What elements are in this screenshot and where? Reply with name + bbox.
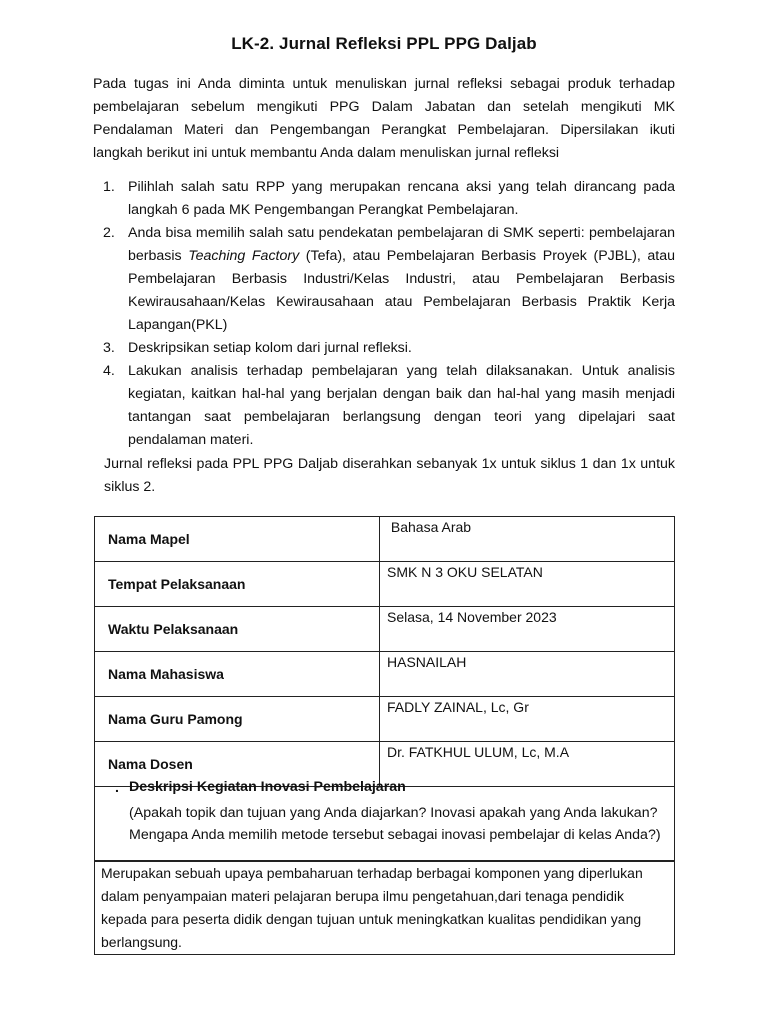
list-item-text: (Tefa), atau Pembelajaran Berbasis Proyek (PJBL), atau Pembelajaran Berbasis Industri/Kelas Industri, atau Pembelajaran Berbasis Kewirausahaan/Kelas Kewirausahaan atau Pembelajaran Berbasis Praktik Kerja Lapangan(PKL)	[128, 248, 675, 333]
row-value: Bahasa Arab	[380, 517, 675, 562]
list-number: 2.	[103, 225, 115, 241]
description-header-cell	[94, 772, 675, 861]
row-label: Nama Dosen	[95, 742, 380, 787]
row-value: FADLY ZAINAL, Lc, Gr	[380, 697, 675, 742]
row-label: Nama Mahasiswa	[95, 652, 380, 697]
list-item-emphasis: Teaching Factory	[188, 248, 300, 264]
row-value: Dr. FATKHUL ULUM, Lc, M.A	[380, 742, 675, 787]
list-item	[103, 222, 675, 337]
list-item-text: Deskripsikan setiap kolom dari jurnal refleksi.	[128, 340, 412, 356]
row-value: HASNAILAH	[380, 652, 675, 697]
instruction-list	[103, 176, 675, 452]
row-label: Nama Guru Pamong	[95, 697, 380, 742]
list-item-text: Anda bisa memilih salah satu pendekatan pembelajaran di SMK seperti: pembelajaran berbasis	[128, 225, 675, 264]
bullet-marker: .	[115, 780, 119, 796]
row-label: Tempat Pelaksanaan	[95, 562, 380, 607]
table-row	[95, 517, 675, 562]
list-item-text: Lakukan analisis terhadap pembelajaran yang telah dilaksanakan. Untuk analisis kegiatan, kaitkan hal-hal yang berjalan dengan baik dan hal-hal yang masih menjadi tantangan saat pembelajaran berlangsung dengan teori yang dipelajari saat pendalaman materi.	[128, 363, 675, 448]
description-answer-cell: Merupakan sebuah upaya pembaharuan terhadap berbagai komponen yang diperlukan dalam penyampaian materi pelajaran berupa ilmu pengetahuan,dari tenaga pendidik kepada para peserta didik dengan tujuan untuk meningkatkan kualitas pendidikan yang berlangsung.	[94, 861, 675, 955]
intro-paragraph: Pada tugas ini Anda diminta untuk menuliskan jurnal refleksi sebagai produk terhadap pembelajaran sebelum mengikuti PPG Dalam Jabatan dan setelah mengikuti MK Pendalaman Materi dan Pengembangan Perangkat Pembelajaran. Dipersilakan ikuti langkah berikut ini untuk membantu Anda dalam menuliskan jurnal refleksi	[93, 76, 675, 161]
row-label: Waktu Pelaksanaan	[95, 607, 380, 652]
closing-paragraph: Jurnal refleksi pada PPL PPG Daljab diserahkan sebanyak 1x untuk siklus 1 dan 1x untuk siklus 2.	[104, 456, 675, 495]
list-item	[103, 176, 675, 222]
document-title: LK-2. Jurnal Refleksi PPL PPG Daljab	[231, 34, 537, 53]
description-question: (Apakah topik dan tujuan yang Anda diajarkan? Inovasi apakah yang Anda lakukan? Mengapa Anda memilih metode tersebut sebagai inovasi pembelajar di kelas Anda?)	[129, 805, 661, 843]
row-value: SMK N 3 OKU SELATAN	[380, 562, 675, 607]
description-title: Deskripsi Kegiatan Inovasi Pembelajaran	[129, 779, 406, 795]
table-row	[95, 607, 675, 652]
row-label: Nama Mapel	[95, 517, 380, 562]
info-table	[94, 516, 675, 787]
table-row	[95, 652, 675, 697]
list-number: 1.	[103, 179, 115, 195]
list-item	[103, 337, 675, 360]
list-number: 3.	[103, 340, 115, 356]
table-row	[95, 562, 675, 607]
list-number: 4.	[103, 363, 115, 379]
list-item-text: Pilihlah salah satu RPP yang merupakan rencana aksi yang telah dirancang pada langkah 6 pada MK Pengembangan Perangkat Pembelajaran.	[128, 179, 675, 218]
table-row	[95, 697, 675, 742]
row-value: Selasa, 14 November 2023	[380, 607, 675, 652]
list-item	[103, 360, 675, 452]
